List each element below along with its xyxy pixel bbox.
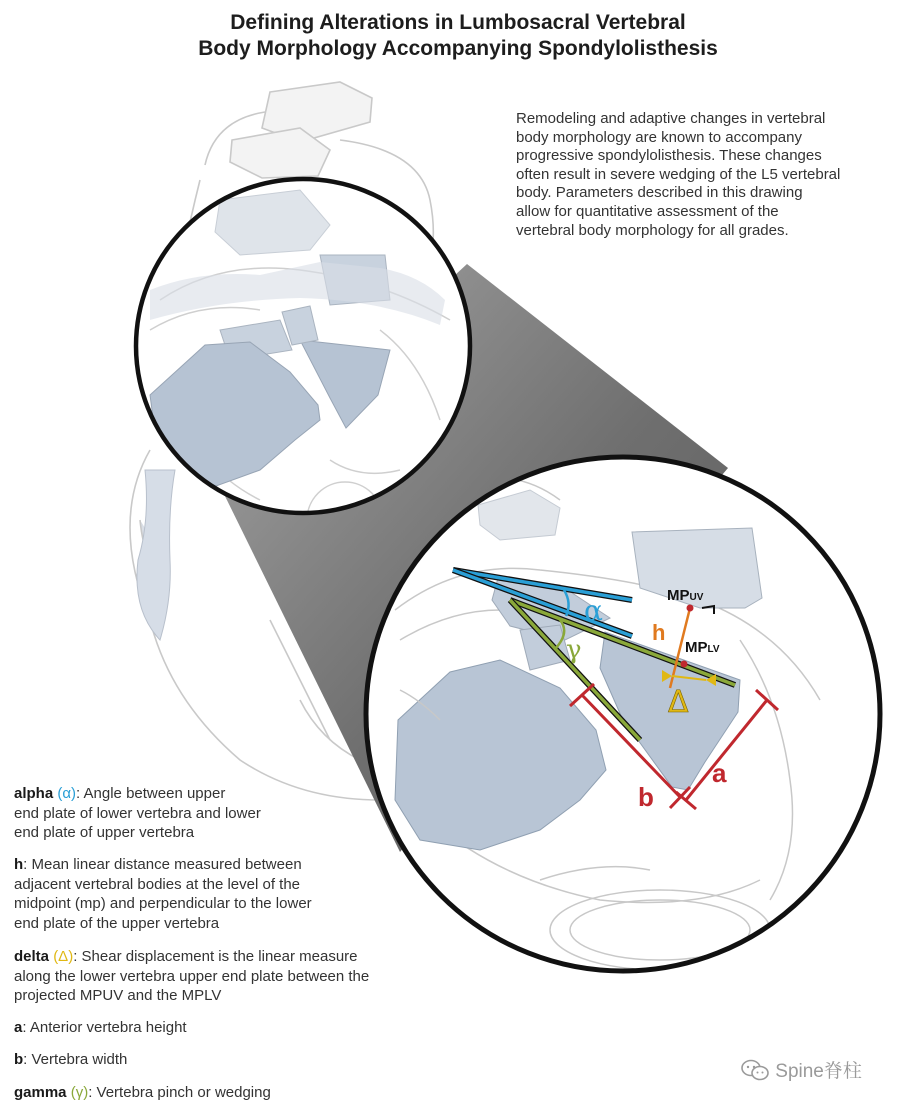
- intro-line: allow for quantitative assessment of the: [516, 202, 779, 220]
- legend-text: : Mean linear distance measured between: [23, 856, 302, 873]
- intro-line: body. Parameters described in this drawing: [516, 184, 803, 202]
- intro-line: Remodeling and adaptive changes in vertebral: [516, 110, 826, 127]
- legend-text: : Vertebra pinch or wedging: [88, 1084, 271, 1101]
- intro-line: vertebral body morphology for all grades.: [516, 221, 789, 239]
- legend-symbol: (γ): [70, 1084, 89, 1101]
- legend-text: end plate of upper vertebra: [14, 824, 195, 841]
- legend-alpha: [14, 784, 261, 843]
- legend-term: gamma: [14, 1084, 67, 1101]
- legend-term: b: [14, 1051, 24, 1068]
- b-label: b: [638, 782, 654, 812]
- legend-b: [14, 1050, 127, 1070]
- legend-text: : Anterior vertebra height: [22, 1019, 187, 1036]
- page-title-line-2: Body Morphology Accompanying Spondylolisthesis: [198, 37, 718, 60]
- watermark-text: Spine脊柱: [775, 1061, 862, 1082]
- legend-symbol: (α): [57, 785, 77, 802]
- wechat-icon: [740, 1058, 770, 1082]
- legend-term: delta: [14, 948, 50, 965]
- legend-text: end plate of the upper vertebra: [14, 914, 220, 932]
- intro-line: body morphology are known to accompany: [516, 128, 802, 146]
- big-circle-view: [366, 457, 880, 971]
- intro-line: progressive spondylolisthesis. These changes: [516, 147, 822, 165]
- legend-text: : Shear displacement is the linear measure: [73, 948, 358, 965]
- alpha-label: α: [584, 594, 603, 627]
- legend-term: h: [14, 856, 24, 873]
- legend-text: : Vertebra width: [23, 1051, 128, 1068]
- legend-delta: [14, 947, 369, 1006]
- delta-label: Δ: [668, 685, 689, 720]
- page-title-line-1: Defining Alterations in Lumbosacral Vertebral: [230, 11, 686, 34]
- legend-term: a: [14, 1019, 23, 1036]
- legend-text: along the lower vertebra upper end plate between the: [14, 967, 370, 985]
- legend-a: [14, 1018, 187, 1038]
- gamma-label: γ: [566, 635, 582, 665]
- legend-text: end plate of lower vertebra and lower: [14, 804, 261, 822]
- mp-uv-label: MPUV: [667, 587, 704, 604]
- mp-lv-label: MPLV: [685, 639, 720, 656]
- watermark: [740, 1056, 862, 1083]
- legend-gamma: [14, 1083, 271, 1103]
- legend-term: alpha: [14, 785, 54, 802]
- legend-text: midpoint (mp) and perpendicular to the lower: [14, 895, 312, 912]
- legend-text: : Angle between upper: [76, 785, 226, 802]
- sacrum-tail: [137, 470, 175, 640]
- legend-symbol: (Δ): [53, 948, 74, 965]
- legend-text: projected MPUV and the MPLV: [14, 987, 222, 1004]
- intro-paragraph: [516, 110, 896, 240]
- a-label: a: [712, 758, 727, 788]
- legend-h: [14, 855, 312, 933]
- h-label: h: [652, 620, 666, 645]
- legend-text: adjacent vertebral bodies at the level of the: [14, 875, 301, 893]
- intro-line: often result in severe wedging of the L5 vertebral: [516, 165, 841, 183]
